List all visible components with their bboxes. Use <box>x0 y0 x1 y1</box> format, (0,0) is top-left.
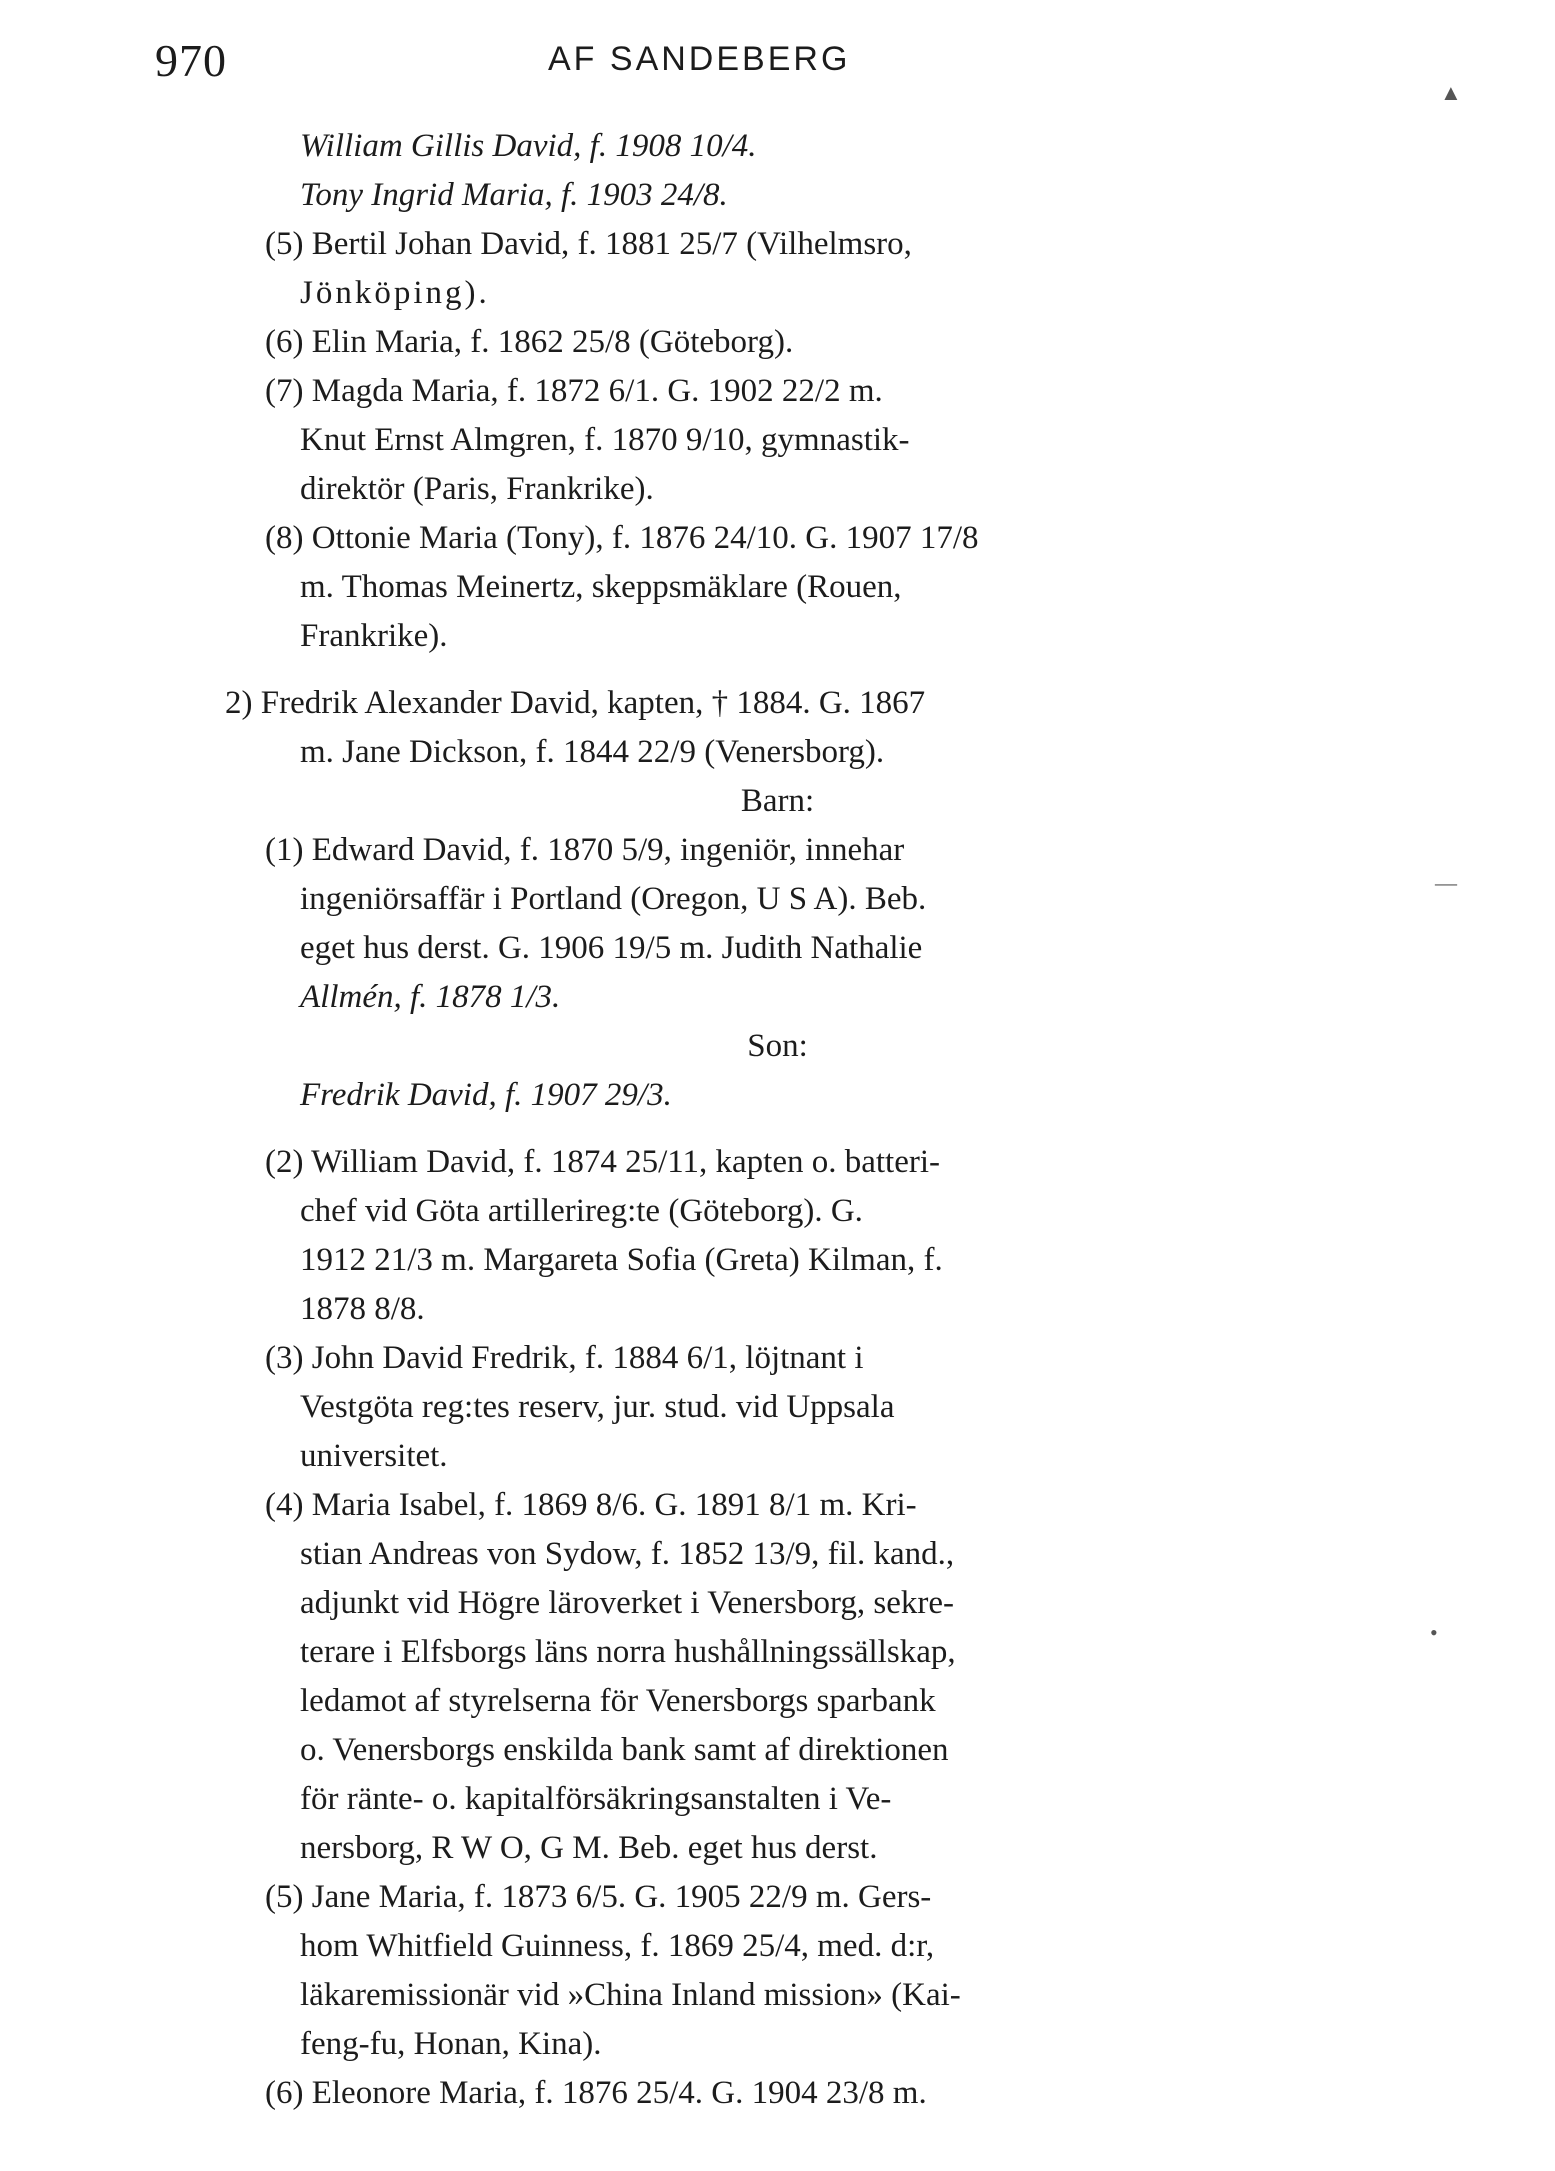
line-william-david: (2) William David, f. 1874 25/11, kapten o. batteri- <box>265 1144 941 1180</box>
line-ottonie-maria: (8) Ottonie Maria (Tony), f. 1876 24/10. G. 1907 17/8 <box>265 520 979 556</box>
line-edward-cont-1: ingeniörsaffär i Portland (Oregon, U S A). Beb. <box>300 881 927 917</box>
running-title: AF SANDEBERG <box>548 40 851 78</box>
line-tony-ingrid: Tony Ingrid Maria, f. 1903 24/8. <box>300 177 728 213</box>
line-bertil-cont: Jönköping). <box>300 275 490 311</box>
line-maria-cont-2: adjunkt vid Högre läroverket i Venersborg, sekre- <box>300 1585 955 1621</box>
line-jane-cont-1: hom Whitfield Guinness, f. 1869 25/4, med. d:r, <box>300 1928 935 1964</box>
margin-mark: ▲ <box>1440 80 1462 105</box>
line-william-cont-3: 1878 8/8. <box>300 1291 425 1327</box>
line-magda-maria: (7) Magda Maria, f. 1872 6/1. G. 1902 22/2 m. <box>265 373 883 409</box>
line-william-cont-1: chef vid Göta artillerireg:te (Göteborg). G. <box>300 1193 863 1229</box>
line-magda-cont-2: direktör (Paris, Frankrike). <box>300 471 654 507</box>
line-jane-cont-3: feng-fu, Honan, Kina). <box>300 2026 602 2062</box>
line-maria-cont-3: terare i Elfsborgs läns norra hushållningssällskap, <box>300 1634 956 1670</box>
line-maria-isabel: (4) Maria Isabel, f. 1869 8/6. G. 1891 8/1 m. Kri- <box>265 1487 917 1523</box>
line-bertil-johan: (5) Bertil Johan David, f. 1881 25/7 (Vilhelmsro, <box>265 226 912 262</box>
line-john-david: (3) John David Fredrik, f. 1884 6/1, löjtnant i <box>265 1340 864 1376</box>
line-edward-cont-3: Allmén, f. 1878 1/3. <box>300 979 561 1015</box>
page-number: 970 <box>155 35 227 86</box>
barn-heading: Barn: <box>740 783 815 819</box>
line-william-cont-2: 1912 21/3 m. Margareta Sofia (Greta) Kilman, f. <box>300 1242 943 1278</box>
line-john-cont-1: Vestgöta reg:tes reserv, jur. stud. vid Uppsala <box>300 1389 895 1425</box>
line-edward-cont-2: eget hus derst. G. 1906 19/5 m. Judith Nathalie <box>300 930 923 966</box>
line-ottonie-cont-2: Frankrike). <box>300 618 448 654</box>
son-heading: Son: <box>747 1028 808 1064</box>
line-fredrik-cont: m. Jane Dickson, f. 1844 22/9 (Venersborg). <box>300 734 885 770</box>
line-jane-maria: (5) Jane Maria, f. 1873 6/5. G. 1905 22/9 m. Gers- <box>265 1879 932 1915</box>
line-jane-cont-2: läkaremissionär vid »China Inland mission» (Kai- <box>300 1977 961 2013</box>
line-elin-maria: (6) Elin Maria, f. 1862 25/8 (Göteborg). <box>265 324 794 360</box>
margin-mark: — <box>1435 870 1457 895</box>
line-ottonie-cont-1: m. Thomas Meinertz, skeppsmäklare (Rouen, <box>300 569 902 605</box>
line-william-gillis: William Gillis David, f. 1908 10/4. <box>300 128 757 164</box>
line-fredrik-alexander: 2) Fredrik Alexander David, kapten, † 1884. G. 1867 <box>225 685 926 721</box>
page-header <box>0 34 1555 94</box>
line-magda-cont-1: Knut Ernst Almgren, f. 1870 9/10, gymnastik- <box>300 422 910 458</box>
line-maria-cont-6: för ränte- o. kapitalförsäkringsanstalten i Ve- <box>300 1781 892 1817</box>
margin-mark: • <box>1430 1620 1438 1645</box>
line-eleonore-maria: (6) Eleonore Maria, f. 1876 25/4. G. 1904 23/8 m. <box>265 2075 927 2111</box>
line-maria-cont-5: o. Venersborgs enskilda bank samt af direktionen <box>300 1732 949 1768</box>
line-edward-david: (1) Edward David, f. 1870 5/9, ingeniör, innehar <box>265 832 905 868</box>
line-maria-cont-7: nersborg, R W O, G M. Beb. eget hus derst. <box>300 1830 878 1866</box>
line-maria-cont-1: stian Andreas von Sydow, f. 1852 13/9, fil. kand., <box>300 1536 955 1572</box>
line-fredrik-david: Fredrik David, f. 1907 29/3. <box>300 1077 672 1113</box>
line-maria-cont-4: ledamot af styrelserna för Venersborgs sparbank <box>300 1683 936 1719</box>
line-john-cont-2: universitet. <box>300 1438 448 1474</box>
